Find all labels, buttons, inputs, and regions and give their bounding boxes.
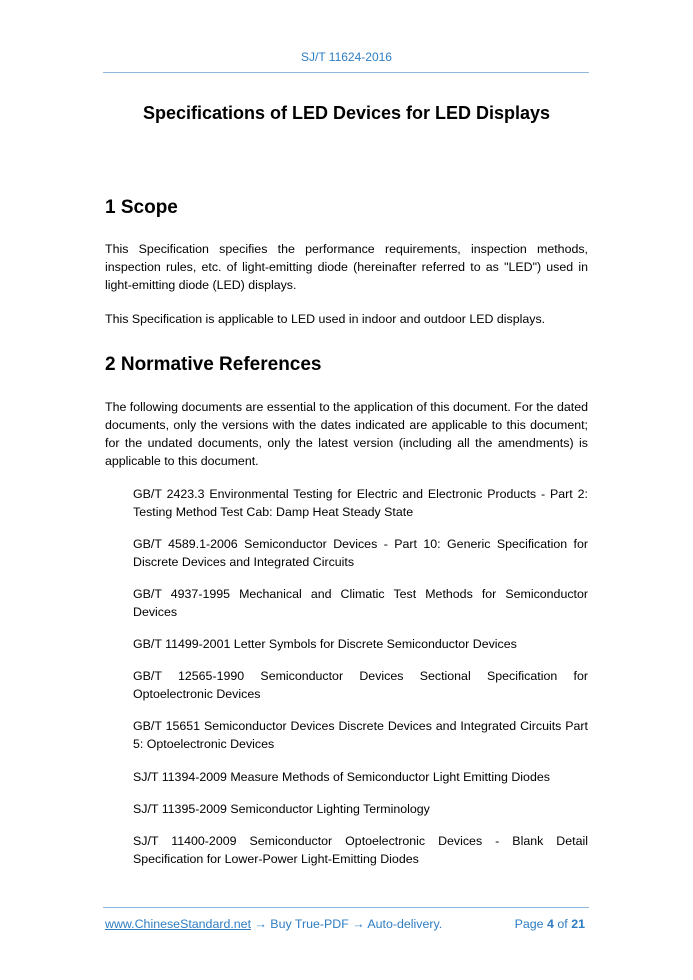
section-heading-normative-references: 2 Normative References bbox=[105, 354, 322, 375]
reference-item: GB/T 12565-1990 Semiconductor Devices Sectional Specification for Optoelectronic Devices bbox=[133, 669, 588, 701]
reference-item: SJ/T 11394-2009 Measure Methods of Semiconductor Light Emitting Diodes bbox=[133, 770, 550, 784]
header-doc-id: SJ/T 11624-2016 bbox=[301, 50, 392, 64]
page-indicator bbox=[515, 917, 585, 931]
reference-item: GB/T 11499-2001 Letter Symbols for Discrete Semiconductor Devices bbox=[133, 637, 517, 651]
page-label: Page bbox=[514, 917, 544, 931]
reference-item: GB/T 2423.3 Environmental Testing for Electric and Electronic Products - Part 2: Testing Method Test Cab: Damp Heat Steady State bbox=[133, 487, 588, 519]
page-title: Specifications of LED Devices for LED Displays bbox=[142, 103, 551, 123]
footer-website-link[interactable]: www.ChineseStandard.net bbox=[105, 917, 252, 931]
scope-paragraph-2: This Specification is applicable to LED used in indoor and outdoor LED displays. bbox=[105, 312, 546, 326]
reference-item: SJ/T 11400-2009 Semiconductor Optoelectronic Devices - Blank Detail Specification for Lower-Power Light-Emitting Diodes bbox=[133, 834, 588, 866]
page-of-label: of bbox=[557, 917, 568, 931]
footer-divider bbox=[103, 907, 589, 908]
header-divider bbox=[103, 72, 589, 73]
reference-item: GB/T 4589.1-2006 Semiconductor Devices - Part 10: Generic Specification for Discrete Devices and Integrated Circuits bbox=[133, 537, 588, 569]
page-total: 21 bbox=[571, 917, 585, 931]
reference-item: GB/T 15651 Semiconductor Devices Discrete Devices and Integrated Circuits Part 5: Optoelectronic Devices bbox=[133, 719, 588, 751]
page-number: 4 bbox=[547, 917, 554, 931]
reference-item: GB/T 4937-1995 Mechanical and Climatic Test Methods for Semiconductor Devices bbox=[133, 587, 588, 619]
scope-paragraph-1: This Specification specifies the performance requirements, inspection methods, inspection rules, etc. of light-emitting diode (hereinafter referred to as "LED") used in light-emitting diode (LED) displays. bbox=[105, 242, 588, 292]
reference-item: SJ/T 11395-2009 Semiconductor Lighting Terminology bbox=[133, 802, 430, 816]
footer bbox=[105, 917, 589, 931]
normative-intro-paragraph: The following documents are essential to the application of this document. For the dated documents, only the versions with the dates indicated are applicable to this document; for the undated documents, only the latest version (including all the amendments) is applicable to this document. bbox=[105, 400, 588, 468]
section-heading-scope: 1 Scope bbox=[105, 197, 178, 218]
footer-tagline: → Buy True-PDF → Auto-delivery. bbox=[251, 917, 443, 931]
